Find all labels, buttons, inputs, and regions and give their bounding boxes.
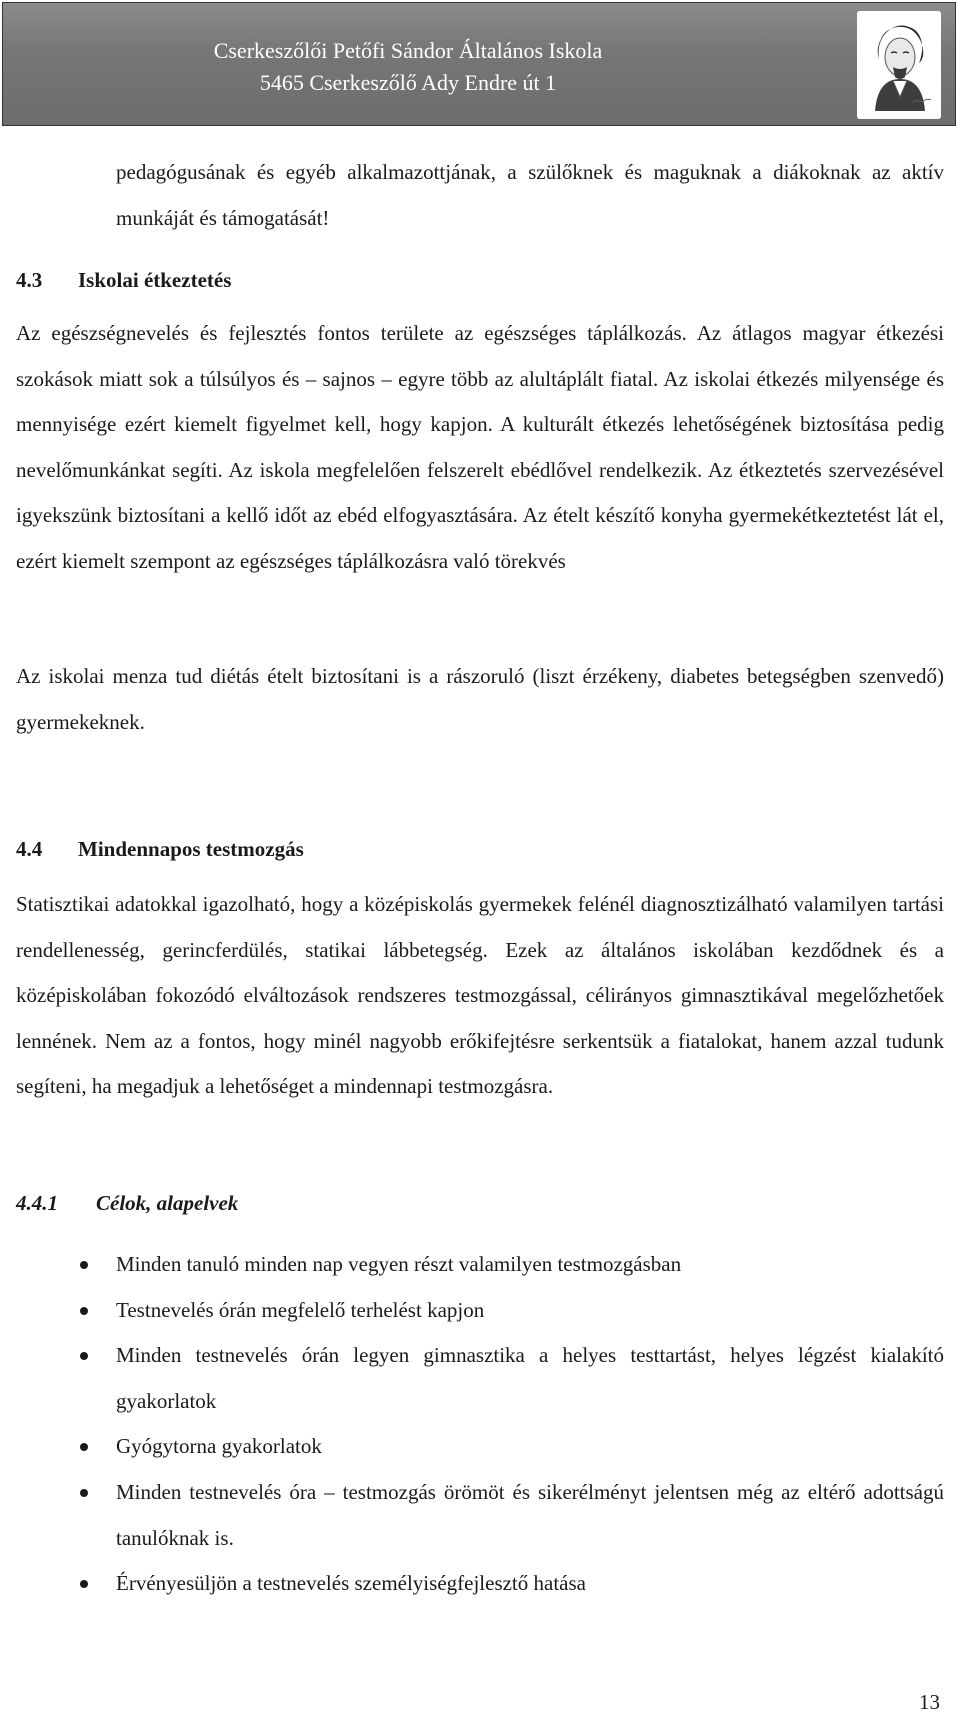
paragraph-etkeztetes: Az egészségnevelés és fejlesztés fontos területe az egészséges táplálkozás. Az átlagos magyar étkezési szokások miatt sok a túlsúlyos és – sajnos – egyre több az alultáplált fiatal. Az iskolai étkezés milyensége és mennyisége ezért kiemelt figyelmet kell, hogy kapjon. A kulturált étkezés lehetőségének biztosítása pedig nevelőmunkánkat segíti. Az iskola megfelelően felszerelt ebédlővel rendelkezik. Az étkeztetés szervezésével igyekszünk biztosítani a kellő időt az ebéd elfogyasztására. Az ételt készítő konyha gyermekétkeztetést lát el, ezért kiemelt szempont az egészséges táplálkozásra való törekvés (16, 321, 944, 573)
section-number: 4.4 (16, 837, 43, 861)
list-item (16, 1288, 944, 1334)
list-item (16, 1242, 944, 1288)
section-number: 4.4.1 (16, 1191, 58, 1215)
paragraph-menza: Az iskolai menza tud diétás ételt biztosítani is a rászoruló (liszt érzékeny, diabetes betegségben szenvedő) gyermekeknek. (16, 664, 944, 734)
page-number: 13 (919, 1690, 940, 1714)
list-item-text: Testnevelés órán megfelelő terhelést kapjon (116, 1297, 485, 1322)
bullet-icon (80, 1489, 88, 1497)
list-item (16, 1333, 944, 1424)
paragraph-testmozgas: Statisztikai adatokkal igazolható, hogy a középiskolás gyermekek felénél diagnosztizálható valamilyen tartási rendellenesség, gerincferdülés, statikai lábbetegség. Ezek az általános iskolában kezdődnek és a középiskolában fokozódó elváltozások rendszeres testmozgással, célirányos gimnasztikával megelőzhetőek lennének. Nem az a fontos, hogy minél nagyobb erőkifejtésre serkentsük a fiatalokat, hanem azzal tudunk segíteni, ha megadjuk a lehetőséget a mindennapi testmozgásra. (16, 892, 944, 1099)
list-item (16, 1424, 944, 1470)
list-item (16, 1561, 944, 1607)
goals-list (16, 1242, 944, 1607)
bullet-icon (80, 1261, 88, 1269)
bullet-icon (80, 1307, 88, 1315)
bullet-icon (80, 1352, 88, 1360)
section-title: Mindennapos testmozgás (78, 837, 304, 861)
list-item-text: Minden tanuló minden nap vegyen részt valamilyen testmozgásban (116, 1252, 682, 1276)
portrait-logo (857, 11, 941, 119)
section-heading-4-4-1 (16, 1188, 238, 1218)
list-item-text: Minden testnevelés óra – testmozgás örömöt és sikerélményt jelentsen még az eltérő adottságú tanulóknak is. (116, 1479, 944, 1550)
page-header (2, 2, 956, 126)
bullet-icon (80, 1580, 88, 1588)
section-number: 4.3 (16, 268, 43, 292)
list-item-text: Minden testnevelés órán legyen gimnasztika a helyes testtartást, helyes légzést kialakító gyakorlatok (116, 1343, 944, 1413)
list-item (16, 1470, 944, 1561)
list-item-text: Gyógytorna gyakorlatok (116, 1434, 322, 1459)
intro-paragraph: pedagógusának és egyéb alkalmazottjának, a szülőknek és maguknak a diákoknak az aktív munkáját és támogatását! (116, 160, 944, 230)
school-name: Cserkeszőlői Petőfi Sándor Általános Iskola (213, 38, 603, 63)
section-heading-4-4 (16, 834, 304, 864)
list-item-text: Érvényesüljön a testnevelés személyiségfejlesztő hatása (116, 1571, 586, 1596)
section-title: Célok, alapelvek (96, 1191, 239, 1215)
school-address: 5465 Cserkeszőlő Ady Endre út 1 (259, 70, 557, 95)
bullet-icon (80, 1443, 88, 1451)
section-title: Iskolai étkeztetés (78, 268, 232, 292)
section-heading-4-3 (16, 265, 231, 295)
